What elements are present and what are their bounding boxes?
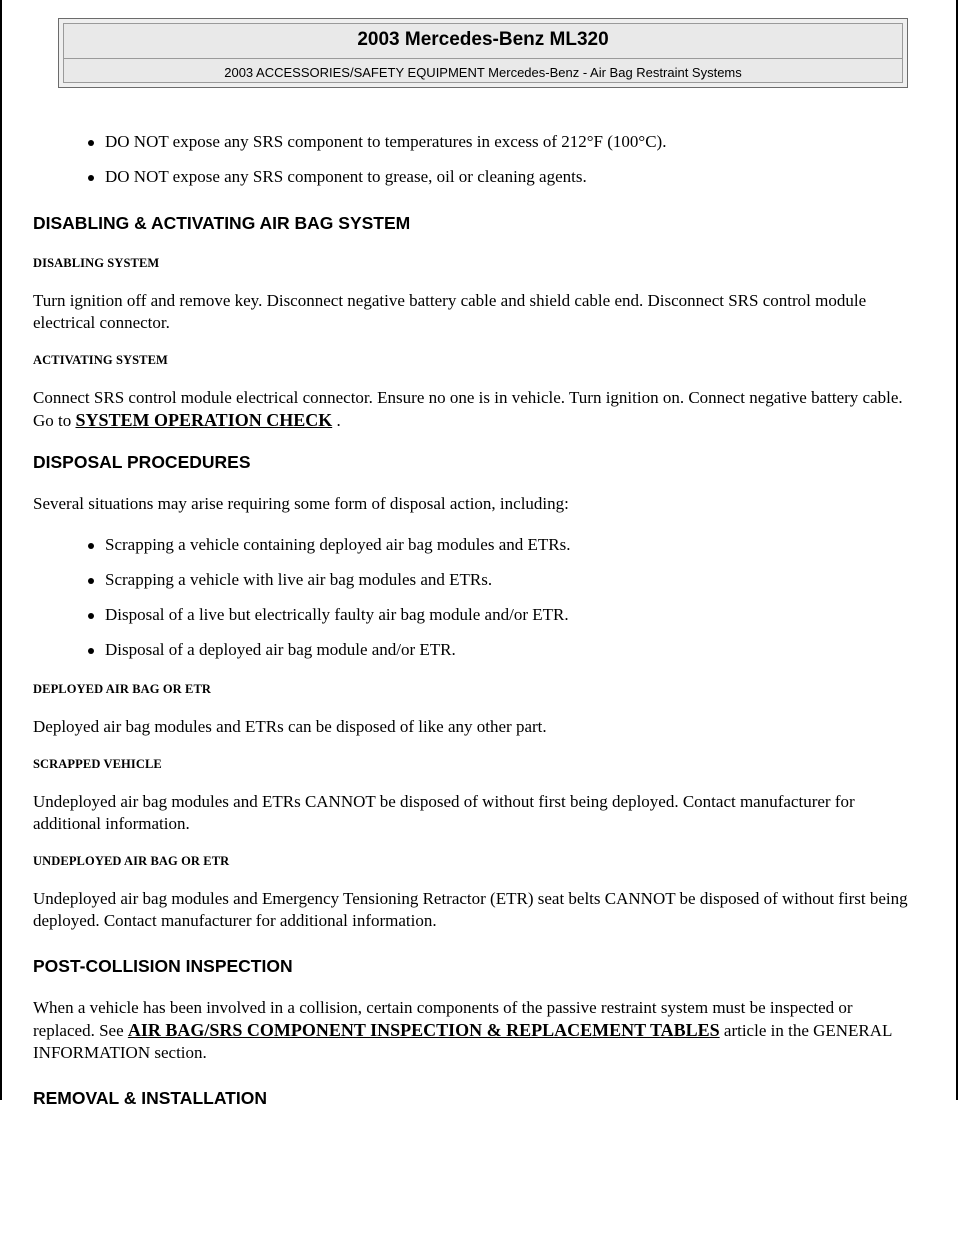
paragraph-deployed: Deployed air bag modules and ETRs can be disposed of like any other part. xyxy=(33,717,547,736)
disposal-bullet-list xyxy=(33,535,913,660)
paragraph-scrapped: Undeployed air bag modules and ETRs CANNOT be disposed of without first being deployed. Contact manufacturer for additional information. xyxy=(33,792,855,833)
section-heading-disabling: DISABLING & ACTIVATING AIR BAG SYSTEM xyxy=(33,213,411,233)
paragraph-text: Connect SRS control module electrical connector. Ensure no one is in vehicle. Turn ignition on. Connect negative battery cable. Go to xyxy=(33,388,903,430)
paragraph-text: . xyxy=(332,411,341,430)
paragraph-text: When a vehicle has been involved in a collision, certain components of the passive restraint system must be inspected or replaced. See xyxy=(33,998,853,1040)
paragraph-disposal-intro: Several situations may arise requiring some form of disposal action, including: xyxy=(33,494,569,513)
list-item: DO NOT expose any SRS component to grease, oil or cleaning agents. xyxy=(83,167,913,187)
list-item: Scrapping a vehicle with live air bag modules and ETRs. xyxy=(83,570,913,590)
subheading-scrapped-vehicle: SCRAPPED VEHICLE xyxy=(33,757,162,771)
document-subtitle: 2003 ACCESSORIES/SAFETY EQUIPMENT Mercedes-Benz - Air Bag Restraint Systems xyxy=(224,65,742,80)
subheading-undeployed-air-bag: UNDEPLOYED AIR BAG OR ETR xyxy=(33,854,230,868)
subheading-disabling-system: DISABLING SYSTEM xyxy=(33,256,160,270)
document-header xyxy=(58,18,908,88)
section-heading-disposal: DISPOSAL PROCEDURES xyxy=(33,452,251,472)
document-body xyxy=(33,132,913,1123)
subheading-activating-system: ACTIVATING SYSTEM xyxy=(33,353,168,367)
paragraph-activating xyxy=(33,387,913,432)
list-item: Disposal of a deployed air bag module and/or ETR. xyxy=(83,640,913,660)
paragraph-undeployed: Undeployed air bag modules and Emergency Tensioning Retractor (ETR) seat belts CANNOT be disposed of without first being deployed. Contact manufacturer for additional information. xyxy=(33,889,908,930)
list-item: DO NOT expose any SRS component to temperatures in excess of 212°F (100°C). xyxy=(83,132,913,152)
intro-bullet-list xyxy=(33,132,913,187)
system-operation-check-link[interactable]: SYSTEM OPERATION CHECK xyxy=(75,410,333,430)
subheading-deployed-air-bag: DEPLOYED AIR BAG OR ETR xyxy=(33,682,212,696)
list-item: Disposal of a live but electrically faulty air bag module and/or ETR. xyxy=(83,605,913,625)
paragraph-inspection xyxy=(33,997,913,1064)
inspection-tables-link[interactable]: AIR BAG/SRS COMPONENT INSPECTION & REPLACEMENT TABLES xyxy=(127,1020,720,1040)
section-heading-removal: REMOVAL & INSTALLATION xyxy=(33,1088,267,1108)
section-heading-inspection: POST-COLLISION INSPECTION xyxy=(33,956,293,976)
header-divider xyxy=(64,58,902,59)
document-title: 2003 Mercedes-Benz ML320 xyxy=(357,29,609,50)
paragraph-text: article in the GENERAL INFORMATION section. xyxy=(33,1021,892,1062)
header-inner xyxy=(63,23,903,83)
paragraph-disabling: Turn ignition off and remove key. Disconnect negative battery cable and shield cable end. Disconnect SRS control module electrical connector. xyxy=(33,291,867,332)
list-item: Scrapping a vehicle containing deployed air bag modules and ETRs. xyxy=(83,535,913,555)
